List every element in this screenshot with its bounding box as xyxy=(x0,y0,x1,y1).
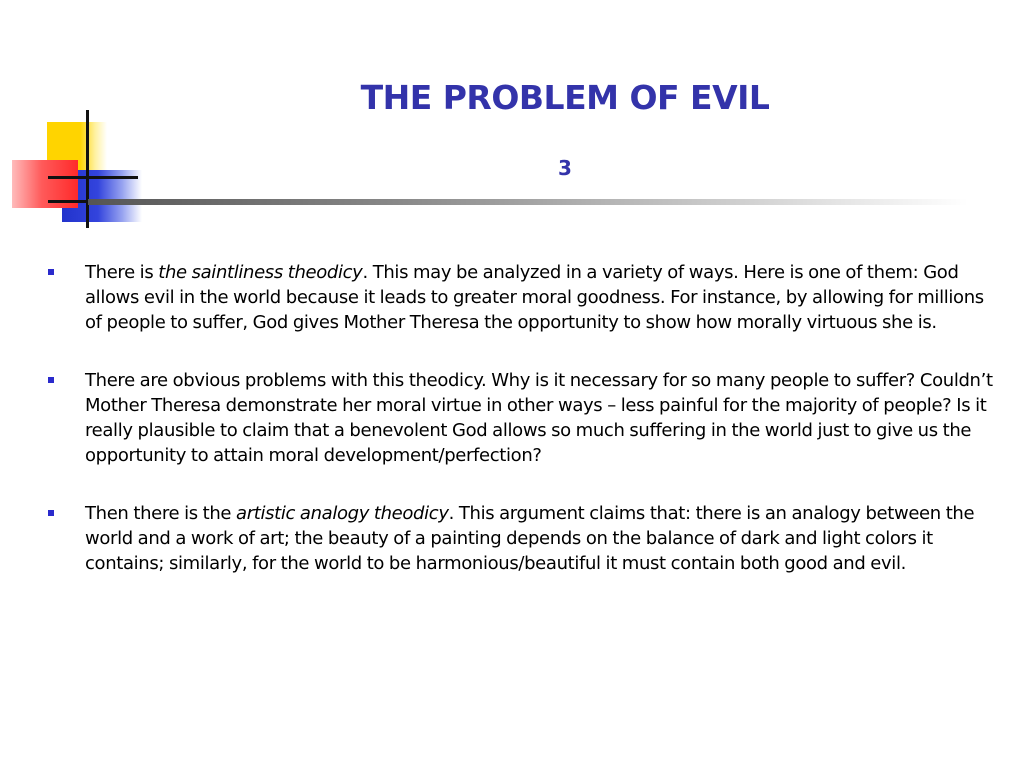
bullet-list xyxy=(48,260,998,576)
square-bullet-icon xyxy=(48,510,54,516)
slide-title: THE PROBLEM OF EVIL xyxy=(360,78,770,117)
bullet-text-emphasis: artistic analogy theodicy xyxy=(236,503,449,524)
bullet-text-pre: Then there is the xyxy=(85,503,237,524)
bullet-text-post: . This may be analyzed in a variety of ways. Here is one of them: God allows evil in the world because it leads to greater moral goodness. For instance, by allowing for millions of people to suffer, God gives Mother Theresa the opportunity to show how morally virtuous she is. xyxy=(85,262,984,333)
bullet-item xyxy=(48,501,998,576)
bullet-text-pre: There is xyxy=(85,262,159,283)
slide-subtitle: 3 xyxy=(558,156,572,180)
square-bullet-icon xyxy=(48,377,54,383)
bullet-text-pre: There are obvious problems with this theodicy. Why is it necessary for so many people to suffer? Couldn’t Mother Theresa demonstrate her moral virtue in other ways – less painful for the majority of people? Is it really plausible to claim that a benevolent God allows so much suffering in the world just to give us the opportunity to attain moral development/perfection? xyxy=(85,370,993,466)
logo-vertical-line xyxy=(86,110,89,228)
square-bullet-icon xyxy=(48,269,54,275)
bullet-text-post: . This argument claims that: there is an analogy between the world and a work of art; the beauty of a painting depends on the balance of dark and light colors it contains; similarly, for the world to be harmonious/beautiful it must contain both good and evil. xyxy=(85,503,975,574)
logo-horizontal-line xyxy=(48,176,138,179)
bullet-text-emphasis: the saintliness theodicy xyxy=(158,262,363,283)
bullet-item xyxy=(48,260,998,335)
title-divider xyxy=(88,199,968,205)
bullet-item xyxy=(48,368,998,468)
